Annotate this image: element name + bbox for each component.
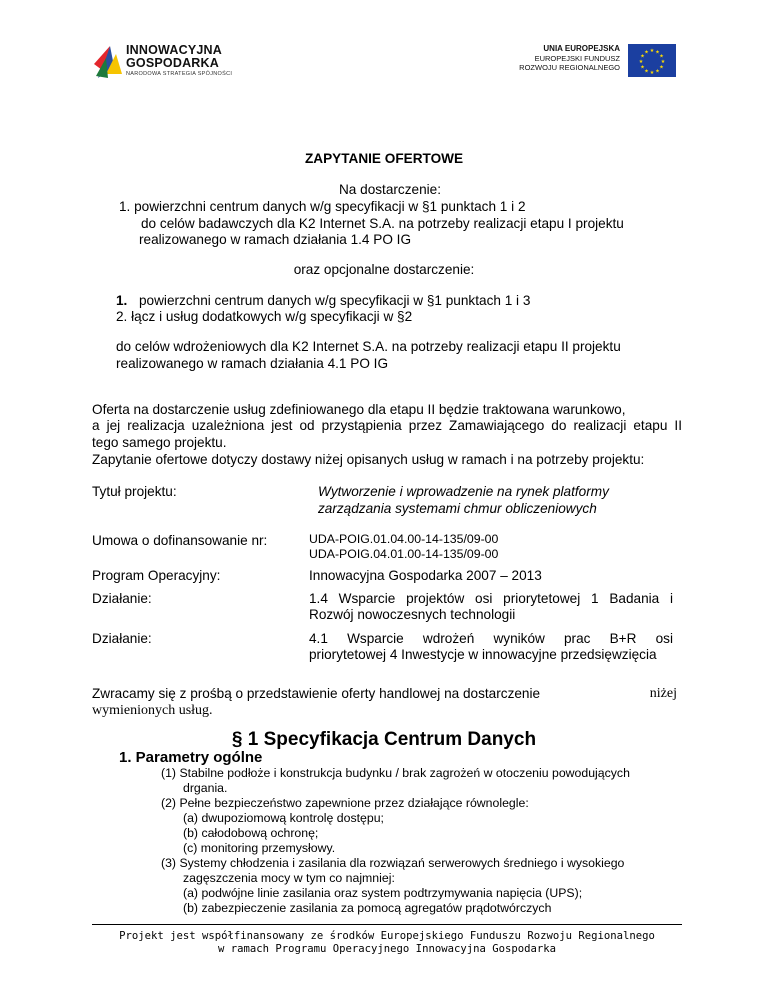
eu-line1: UNIA EUROPEJSKA [543, 44, 620, 53]
purpose-line-1: do celów wdrożeniowych dla K2 Internet S.A. na potrzeby realizacji etapu II projektu [116, 339, 621, 354]
eu-line3: ROZWOJU REGIONALNEGO [519, 63, 620, 72]
document-title: ZAPYTANIE OFERTOWE [304, 151, 464, 166]
request-line-1: Zwracamy się z prośbą o przedstawienie oferty handlowej na dostarczenie [92, 686, 541, 701]
svg-text:★: ★ [655, 68, 660, 75]
subsection-heading: 1. Parametry ogólne [119, 749, 263, 766]
footer-line-2: w ramach Programu Operacyjnego Innowacyjna Gospodarka [217, 943, 557, 955]
intro-text: Na dostarczenie: [338, 182, 441, 197]
info-label-program: Program Operacyjny: [92, 568, 221, 583]
ig-line3: NARODOWA STRATEGIA SPÓJNOŚCI [126, 71, 233, 77]
ig-emblem-icon [92, 44, 124, 80]
svg-text:★: ★ [660, 59, 666, 65]
request-line-1-serif: niżej [649, 686, 677, 701]
svg-text:★: ★ [640, 64, 645, 71]
list-item-1-cont1: do celów badawczych dla K2 Internet S.A. na potrzeby realizacji etapu I projektu [141, 216, 624, 231]
paragraph-line-4: Zapytanie ofertowe dotyczy dostawy niżej opisanych usług w ramach i na potrzeby projektu: [92, 452, 645, 467]
svg-text:★: ★ [655, 49, 660, 56]
spec-item: (a) podwójne linie zasilania oraz system podtrzymywania napięcia (UPS); [183, 886, 583, 900]
svg-text:★: ★ [659, 53, 664, 60]
spec-item: (2) Pełne bezpieczeństwo zapewnione przez działające równolegle: [161, 796, 529, 810]
optional-item-1-number: 1. [116, 293, 128, 308]
spec-item: (b) całodobową ochronę; [183, 826, 319, 840]
optional-text: oraz opcjonalne dostarczenie: [293, 262, 475, 277]
spec-item: (1) Stabilne podłoże i konstrukcja budynku / brak zagrożeń w otoczeniu powodujących [161, 766, 630, 780]
optional-item-1: powierzchni centrum danych w/g specyfikacji w §1 punktach 1 i 3 [139, 293, 531, 308]
svg-text:★: ★ [659, 64, 664, 71]
spec-item: (3) Systemy chłodzenia i zasilania dla rozwiązań serwerowych średniego i wysokiego [161, 856, 625, 870]
svg-text:★: ★ [638, 59, 644, 65]
paragraph-line-2: a jej realizacja uzależniona jest od przystąpienia przez Zamawiającego do realizacji etapu II [92, 418, 682, 433]
info-value-action-2-line-2: priorytetowej 4 Inwestycje w innowacyjne przedsięwzięcia [309, 647, 657, 662]
svg-text:★: ★ [644, 68, 649, 75]
eu-line2: EUROPEJSKI FUNDUSZ [534, 53, 620, 63]
innowacyjna-gospodarka-logo [92, 44, 232, 84]
info-label-title: Tytuł projektu: [92, 484, 177, 499]
eu-flag-icon [628, 44, 676, 77]
info-value-action-1-line-1: 1.4 Wsparcie projektów osi priorytetowej 1 Badania i [309, 591, 673, 606]
ig-line2: GOSPODARKA [126, 56, 219, 70]
purpose-line-2: realizowanego w ramach działania 4.1 PO IG [116, 356, 389, 371]
paragraph-line-3: tego samego projektu. [92, 435, 227, 450]
info-label-action-2: Działanie: [92, 631, 152, 646]
paragraph-line-1: Oferta na dostarczenie usług zdefiniowanego dla etapu II będzie traktowana warunkowo, [92, 402, 626, 417]
footer-divider [92, 924, 682, 925]
info-value-title-1: Wytworzenie i wprowadzenie na rynek platformy [318, 484, 609, 499]
spec-item: drgania. [183, 781, 228, 795]
svg-text:★: ★ [644, 49, 649, 56]
spec-item: (b) zabezpieczenie zasilania za pomocą agregatów prądotwórczych [183, 901, 552, 915]
info-value-action-1-line-2: Rozwój nowoczesnych technologii [309, 607, 516, 622]
info-value-agreement-1: UDA-POIG.01.04.00-14-135/09-00 [309, 532, 499, 546]
optional-item-2: 2. łącz i usług dodatkowych w/g specyfikacji w §2 [116, 309, 413, 324]
spec-item: zagęszczenia mocy w tym co najmniej: [183, 871, 395, 885]
spec-item: (c) monitoring przemysłowy. [183, 841, 336, 855]
eu-logo [510, 44, 676, 80]
svg-text:★: ★ [649, 70, 655, 76]
request-line-2: wymienionych usług. [92, 703, 213, 718]
info-value-agreement-2: UDA-POIG.04.01.00-14-135/09-00 [309, 547, 499, 561]
ig-line1: INNOWACYJNA [126, 43, 222, 57]
list-item-1: 1. powierzchni centrum danych w/g specyfikacji w §1 punktach 1 i 2 [119, 199, 526, 214]
info-value-program: Innowacyjna Gospodarka 2007 – 2013 [309, 568, 542, 583]
spec-item: (a) dwupoziomową kontrolę dostępu; [183, 811, 384, 825]
info-label-action-1: Działanie: [92, 591, 152, 606]
section-heading: § 1 Specyfikacja Centrum Danych [231, 729, 537, 750]
info-label-agreement: Umowa o dofinansowanie nr: [92, 533, 268, 548]
list-item-1-cont2: realizowanego w ramach działania 1.4 PO IG [139, 232, 412, 247]
svg-text:★: ★ [649, 48, 655, 54]
info-value-action-2-line-1: 4.1 Wsparcie wdrożeń wyników prac B+R osi [309, 631, 673, 646]
svg-text:★: ★ [640, 53, 645, 60]
info-value-title-2: zarządzania systemami chmur obliczeniowych [318, 501, 597, 516]
footer-line-1: Projekt jest współfinansowany ze środków Europejskiego Funduszu Rozwoju Regionalnego [119, 930, 655, 942]
